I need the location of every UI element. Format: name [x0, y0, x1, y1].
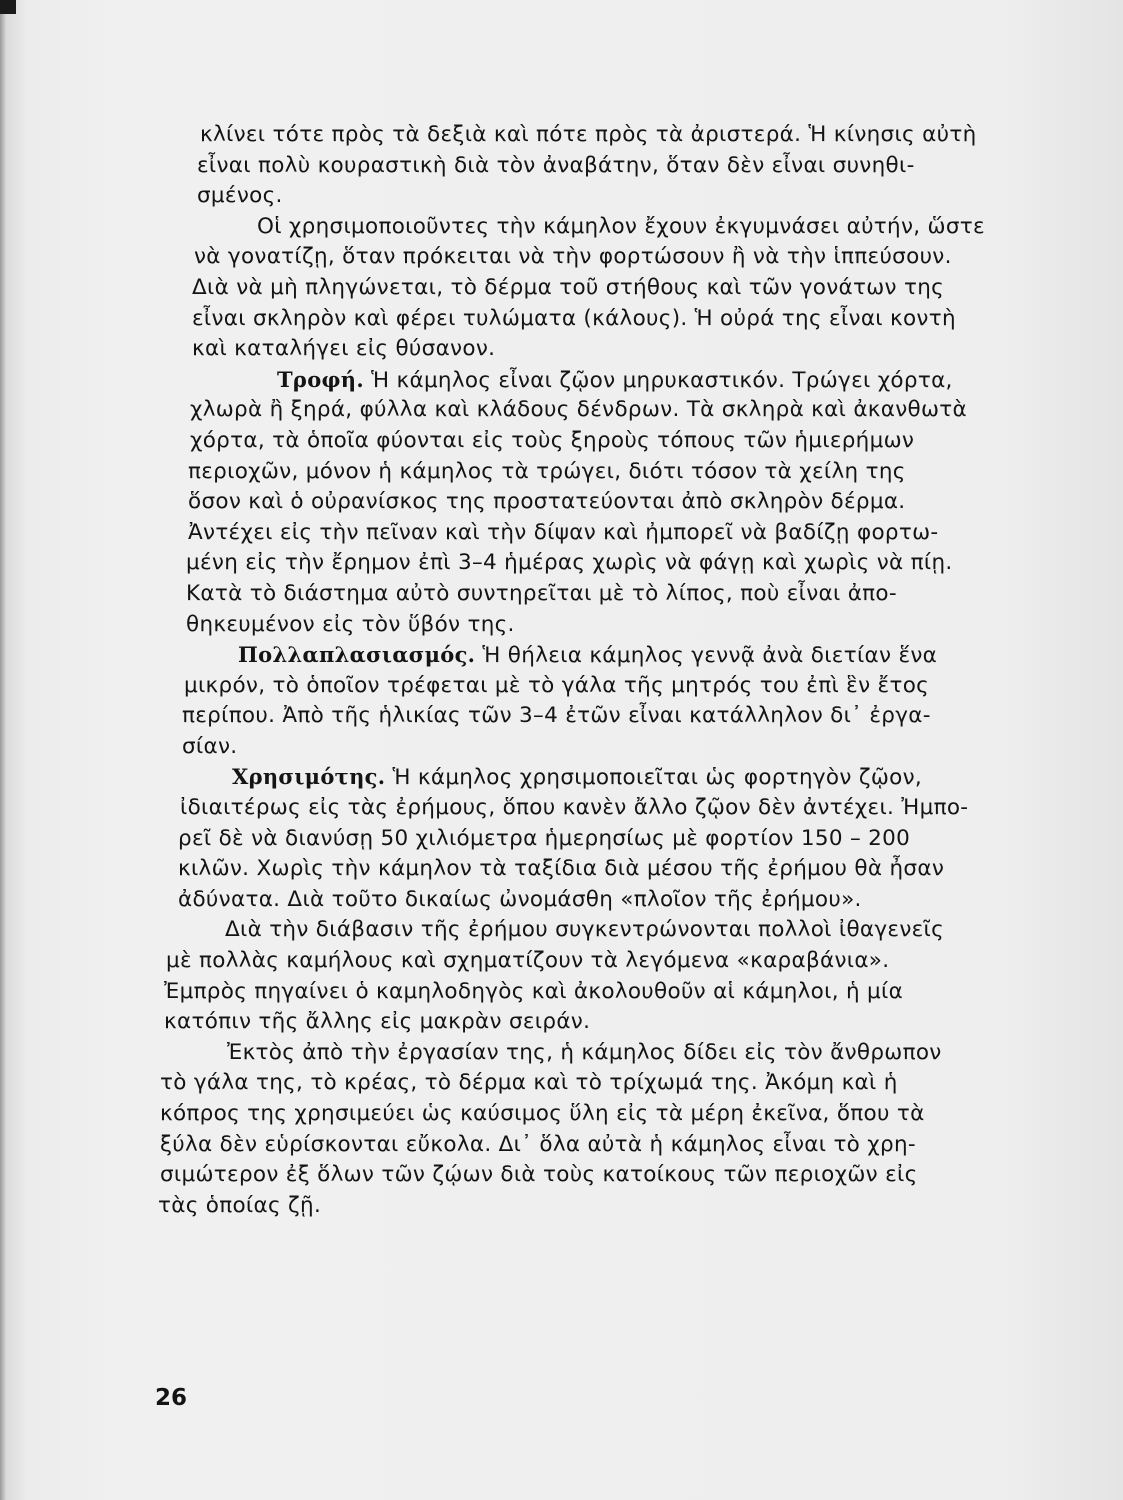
line-text: Οἱ χρησιμοποιοῦντες τὴν κάμηλον ἔχουν ἐκγυμνάσει αὐτήν, ὥστε: [257, 213, 985, 239]
text-line: [238, 640, 1115, 671]
text-line: [178, 885, 1044, 916]
line-text: περιοχῶν, μόνον ἡ κάμηλος τὰ τρώγει, διότι τόσον τὰ χείλη της: [188, 458, 906, 484]
text-line: [190, 426, 1115, 457]
text-line: [186, 579, 1115, 610]
line-text: ἰδιαιτέρως εἰς τὰς ἐρήμους, ὅπου κανὲν ἄλλο ζῷον δὲν ἀντέχει. Ἠμπο-: [180, 795, 969, 821]
section-heading-pollaplasiasmos: Πολλαπλασιασμός.: [238, 642, 476, 668]
text-line: [197, 181, 1115, 212]
text-line: [186, 610, 1115, 641]
text-line: [225, 915, 1115, 946]
text-line: [197, 151, 1115, 182]
body-text: [158, 120, 1115, 1221]
line-text: σίαν.: [182, 733, 238, 759]
text-line: [160, 1130, 1106, 1161]
text-line: [257, 212, 1115, 243]
line-text: Διὰ τὴν διάβασιν τῆς ἐρήμου συγκεντρώνονται πολλοὶ ἰθαγενεῖς: [225, 917, 945, 943]
line-text: τὸ γάλα της, τὸ κρέας, τὸ δέρμα καὶ τὸ τρίχωμά της. Ἀκόμη καὶ ἡ: [160, 1070, 898, 1096]
scan-corner-mark: [0, 0, 16, 14]
line-text: Κατὰ τὸ διάστημα αὐτὸ συντηρεῖται μὲ τὸ λίπος, ποὺ εἶναι ἀπο-: [186, 580, 897, 606]
line-text: κιλῶν. Χωρὶς τὴν κάμηλον τὰ ταξίδια διὰ μέσου τῆς ἐρήμου θὰ ἦσαν: [178, 856, 945, 882]
line-text: νὰ γονατίζῃ, ὅταν πρόκειται νὰ τὴν φορτώσουν ἢ νὰ τὴν ἱππεύσουν.: [194, 244, 952, 270]
page-number: 26: [155, 1385, 188, 1411]
text-line: [166, 946, 1110, 977]
text-line: [188, 518, 1115, 549]
line-text: κατόπιν τῆς ἄλλης εἰς μακρὰν σειράν.: [164, 1009, 591, 1035]
line-text: χόρτα, τὰ ὁποῖα φύονται εἰς τοὺς ξηροὺς τόπους τῶν ἡμιερήμων: [190, 427, 915, 453]
text-line: [178, 824, 1115, 855]
text-line: [182, 732, 1115, 763]
text-line: [188, 457, 1115, 488]
text-line: [182, 701, 1115, 732]
line-text: Ἐκτὸς ἀπὸ τὴν ἐργασίαν της, ἡ κάμηλος δίδει εἰς τὸν ἄνθρωπον: [227, 1039, 942, 1065]
line-text: περίπου. Ἀπὸ τῆς ἡλικίας τῶν 3–4 ἐτῶν εἶναι κατάλληλον δι᾽ ἐργα-: [182, 703, 931, 729]
text-line: [194, 242, 1115, 273]
line-text: Ἡ κάμηλος χρησιμοποιεῖται ὡς φορτηγὸν ζῷον,: [385, 765, 923, 791]
line-text: μένη εἰς τὴν ἔρημον ἐπὶ 3–4 ἡμέρας χωρὶς νὰ φάγῃ καὶ χωρὶς νὰ πίῃ.: [186, 550, 953, 576]
text-line: [200, 120, 1115, 151]
text-line: [227, 1038, 1109, 1069]
text-line: [190, 395, 1115, 426]
text-line: [184, 671, 1115, 702]
line-text: κόπρος της χρησιμεύει ὡς καύσιμος ὕλη εἰς τὰ μέρη ἐκεῖνα, ὅπου τὰ: [160, 1101, 925, 1126]
line-text: Ἀντέχει εἰς τὴν πεῖναν καὶ τὴν δίψαν καὶ ἠμπορεῖ νὰ βαδίζῃ φορτω-: [188, 519, 939, 545]
text-line: [160, 1099, 1108, 1130]
line-text: Ἡ κάμηλος εἶναι ζῷον μηρυκαστικόν. Τρώγει χόρτα,: [363, 367, 953, 393]
text-line: [192, 304, 1115, 335]
line-text: εἶναι σκληρὸν καὶ φέρει τυλώματα (κάλους). Ἡ οὐρά της εἶναι κοντὴ: [192, 305, 956, 331]
text-line: [232, 762, 1115, 793]
text-line: [277, 365, 1115, 396]
text-line: [188, 487, 1115, 518]
line-text: καὶ καταλήγει εἰς θύσανον.: [192, 336, 496, 362]
line-text: κλίνει τότε πρὸς τὰ δεξιὰ καὶ πότε πρὸς τὰ ἀριστερά. Ἡ κίνησις αὐτὴ: [200, 122, 977, 147]
text-line: [186, 548, 1115, 579]
section-heading-chrisimotis: Χρησιμότης.: [232, 764, 386, 790]
text-line: [180, 793, 1115, 824]
binding-edge: [0, 14, 6, 1500]
line-text: ἀδύνατα. Διὰ τοῦτο δικαίως ὠνομάσθη «πλοῖον τῆς ἐρήμου».: [178, 886, 862, 912]
text-line: [158, 1191, 1115, 1222]
line-text: χλωρὰ ἢ ξηρά, φύλλα καὶ κλάδους δένδρων. Τὰ σκληρὰ καὶ ἀκανθωτὰ: [190, 397, 968, 423]
text-line: [160, 1068, 1108, 1099]
section-heading-trofi: Τροφή.: [277, 366, 364, 392]
line-text: τὰς ὁποίας ζῇ.: [158, 1192, 322, 1218]
line-text: εἶναι πολὺ κουραστικὴ διὰ τὸν ἀναβάτην, ὅταν δὲν εἶναι συνηθι-: [197, 152, 915, 178]
line-text: σμένος.: [197, 183, 283, 209]
text-line: [178, 854, 1115, 885]
line-text: Διὰ νὰ μὴ πληγώνεται, τὸ δέρμα τοῦ στήθους καὶ τῶν γονάτων της: [192, 274, 945, 300]
line-text: ρεῖ δὲ νὰ διανύσῃ 50 χιλιόμετρα ἡμερησίως μὲ φορτίον 150 – 200: [178, 825, 911, 851]
text-line: [192, 334, 1115, 365]
text-line: [164, 1007, 1115, 1038]
line-text: θηκευμένον εἰς τὸν ὕβόν της.: [186, 611, 515, 637]
text-line: [160, 1160, 1106, 1191]
line-text: μικρόν, τὸ ὁποῖον τρέφεται μὲ τὸ γάλα τῆς μητρός του ἐπὶ ἓν ἔτος: [184, 672, 930, 698]
line-text: ξύλα δὲν εὑρίσκονται εὔκολα. Δι᾽ ὅλα αὐτὰ ἡ κάμηλος εἶναι τὸ χρη-: [160, 1131, 916, 1157]
line-text: ὅσον καὶ ὁ οὐρανίσκος της προστατεύονται ἀπὸ σκληρὸν δέρμα.: [188, 489, 906, 515]
line-text: Ἐμπρὸς πηγαίνει ὁ καμηλοδηγὸς καὶ ἀκολουθοῦν αἱ κάμηλοι, ἡ μία: [164, 978, 904, 1004]
line-text: μὲ πολλὰς καμήλους καὶ σχηματίζουν τὰ λεγόμενα «καραβάνια».: [166, 948, 890, 974]
line-text: Ἡ θήλεια κάμηλος γεννᾷ ἀνὰ διετίαν ἕνα: [475, 643, 938, 669]
text-line: [192, 273, 1115, 304]
text-line: [164, 977, 1110, 1008]
line-text: σιμώτερον ἐξ ὅλων τῶν ζῴων διὰ τοὺς κατοίκους τῶν περιοχῶν εἰς: [160, 1162, 918, 1188]
